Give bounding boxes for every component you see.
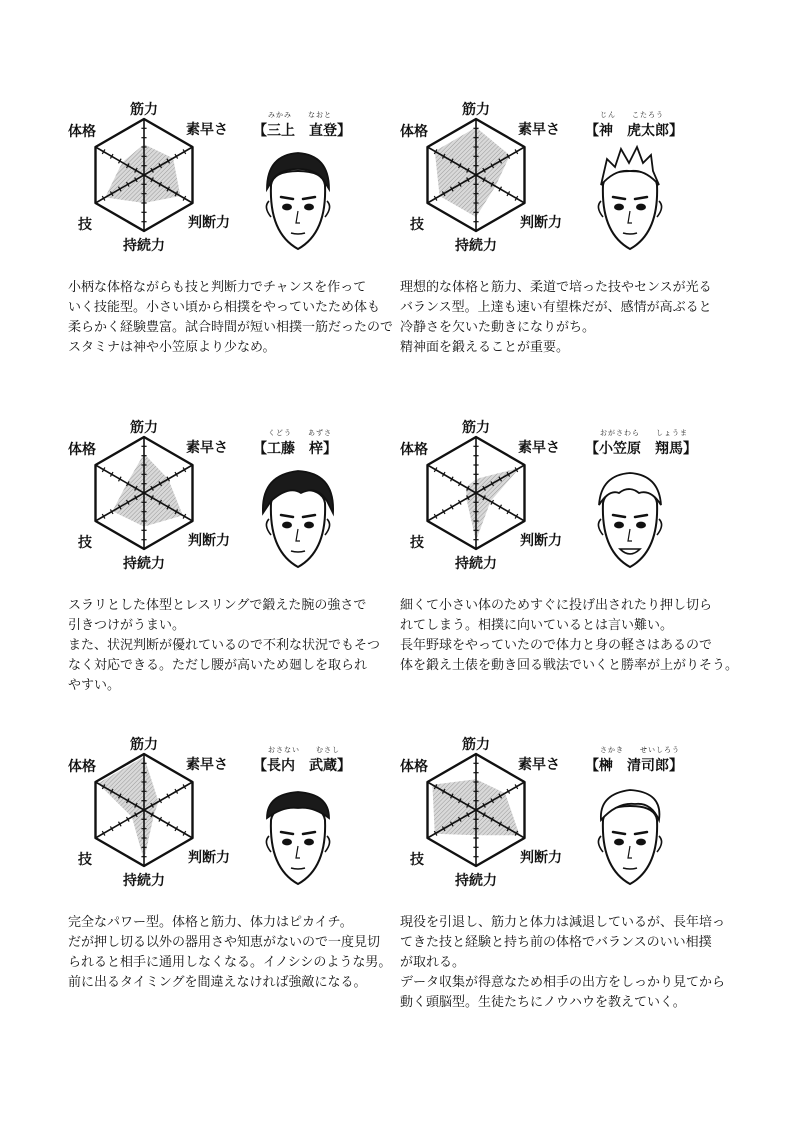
description-line: スラリとした体型とレスリングで鍛えた腕の強さで — [68, 598, 367, 613]
axis-label-speed: 素早さ — [518, 440, 560, 456]
axis-label-technique: 技 — [78, 852, 92, 868]
axis-label-speed: 素早さ — [186, 757, 228, 773]
axis-label-stamina: 持続力 — [123, 556, 165, 572]
axis-label-technique: 技 — [410, 217, 424, 233]
description-line: 体を鍛え土俵を動き回る戦法でいくと勝率が上がりそう。 — [400, 658, 739, 673]
character-card — [68, 735, 448, 1035]
axis-label-stamina: 持続力 — [455, 873, 497, 889]
character-portrait — [253, 145, 343, 255]
description-line: れてしまう。相撲に向いているとは言い難い。 — [400, 618, 674, 633]
description-line: 小柄な体格ながらも技と判断力でチャンスを作って — [68, 280, 367, 295]
description-line: 完全なパワー型。体格と筋力、体力はピカイチ。 — [68, 915, 353, 930]
axis-label-stamina: 持続力 — [123, 238, 165, 254]
description-line: てきた技と経験と持ち前の体格でバランスのいい相撲 — [400, 935, 712, 950]
name-ruby: くどう あずさ — [268, 429, 332, 437]
axis-label-judgment: 判断力 — [520, 215, 562, 231]
character-description — [400, 278, 760, 358]
axis-label-technique: 技 — [78, 535, 92, 551]
axis-label-strength: 筋力 — [462, 420, 490, 436]
character-name: 【長内 武蔵】 — [253, 758, 351, 774]
axis-label-judgment: 判断力 — [188, 850, 230, 866]
character-card — [68, 100, 448, 400]
axis-label-judgment: 判断力 — [520, 533, 562, 549]
axis-label-physique: 体格 — [68, 442, 96, 458]
description-line: スタミナは神や小笠原より少なめ。 — [68, 340, 276, 355]
axis-label-speed: 素早さ — [186, 440, 228, 456]
character-portrait — [253, 463, 343, 573]
character-description — [400, 596, 760, 676]
character-card — [400, 418, 780, 718]
description-line: 細くて小さい体のためすぐに投げ出されたり押し切ら — [400, 598, 713, 613]
description-line: また、状況判断が優れているので不利な状況でもそつ — [68, 638, 381, 653]
name-ruby: おがさわら しょうま — [600, 429, 688, 437]
axis-label-speed: 素早さ — [186, 122, 228, 138]
axis-label-physique: 体格 — [68, 124, 96, 140]
description-line: 動く頭脳型。生徒たちにノウハウを教えていく。 — [400, 995, 686, 1010]
axis-label-stamina: 持続力 — [455, 556, 497, 572]
name-ruby: おさない むさし — [268, 746, 340, 754]
axis-label-judgment: 判断力 — [188, 533, 230, 549]
axis-label-strength: 筋力 — [462, 102, 490, 118]
description-line: 前に出るタイミングを間違えなければ強敵になる。 — [68, 975, 367, 990]
axis-label-physique: 体格 — [400, 442, 428, 458]
axis-label-speed: 素早さ — [518, 757, 560, 773]
description-line: データ収集が得意なため相手の出方をしっかり見てから — [400, 975, 726, 990]
character-description — [68, 913, 428, 993]
character-description — [68, 596, 428, 696]
description-line: が取れる。 — [400, 955, 466, 970]
axis-label-technique: 技 — [410, 535, 424, 551]
axis-label-strength: 筋力 — [130, 420, 158, 436]
description-line: 理想的な体格と筋力、柔道で培った技やセンスが光る — [400, 280, 712, 295]
description-line: られると相手に通用しなくなる。イノシシのような男。 — [68, 955, 392, 970]
character-card — [400, 735, 780, 1035]
description-line: 柔らかく経験豊富。試合時間が短い相撲一筋だったので — [68, 320, 394, 335]
character-description — [400, 913, 760, 1013]
description-line: だが押し切る以外の器用さや知恵がないので一度見切 — [68, 935, 381, 950]
axis-label-strength: 筋力 — [462, 737, 490, 753]
name-ruby: さかき せいしろう — [600, 746, 680, 754]
character-card — [400, 100, 780, 400]
character-portrait — [253, 780, 343, 890]
character-portrait — [585, 780, 675, 890]
description-line: なく対応できる。ただし腰が高いため廻しを取られ — [68, 658, 368, 673]
character-description — [68, 278, 428, 358]
character-name: 【工藤 梓】 — [253, 441, 337, 457]
character-portrait — [585, 145, 675, 255]
axis-label-stamina: 持続力 — [123, 873, 165, 889]
description-line: 引きつけがうまい。 — [68, 618, 186, 633]
description-line: 精神面を鍛えることが重要。 — [400, 340, 570, 355]
description-line: バランス型。上達も速い有望株だが、感情が高ぶると — [400, 300, 712, 315]
description-line: いく技能型。小さい頃から相撲をやっていたため体も — [68, 300, 381, 315]
axis-label-strength: 筋力 — [130, 737, 158, 753]
axis-label-technique: 技 — [78, 217, 92, 233]
character-name: 【神 虎太郎】 — [585, 123, 683, 139]
character-card — [68, 418, 448, 718]
axis-label-physique: 体格 — [400, 124, 428, 140]
axis-label-physique: 体格 — [68, 759, 96, 775]
description-line: やすい。 — [68, 678, 121, 693]
description-line: 冷静さを欠いた動きになりがち。 — [400, 320, 596, 335]
character-name: 【三上 直登】 — [253, 123, 351, 139]
character-name: 【小笠原 翔馬】 — [585, 441, 697, 457]
axis-label-stamina: 持続力 — [455, 238, 497, 254]
axis-label-strength: 筋力 — [130, 102, 158, 118]
description-line: 現役を引退し、筋力と体力は減退しているが、長年培っ — [400, 915, 726, 930]
axis-label-physique: 体格 — [400, 759, 428, 775]
character-portrait — [585, 463, 675, 573]
character-name: 【榊 清司郎】 — [585, 758, 683, 774]
description-line: 長年野球をやっていたので体力と身の軽さはあるので — [400, 638, 713, 653]
axis-label-technique: 技 — [410, 852, 424, 868]
axis-label-judgment: 判断力 — [188, 215, 230, 231]
name-ruby: じん こたろう — [600, 111, 664, 119]
axis-label-judgment: 判断力 — [520, 850, 562, 866]
axis-label-speed: 素早さ — [518, 122, 560, 138]
name-ruby: みかみ なおと — [268, 111, 332, 119]
